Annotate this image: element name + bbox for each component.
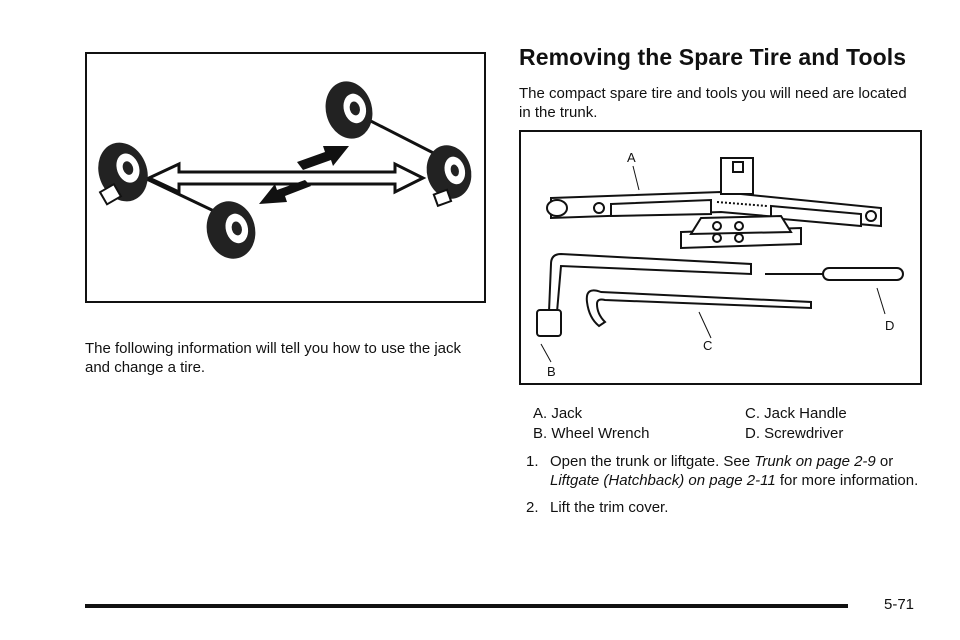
instruction-steps xyxy=(526,452,924,525)
legend-item-wheel-wrench: B. Wheel Wrench xyxy=(533,425,650,442)
forward-arrow-icon xyxy=(297,146,349,170)
label-b: B xyxy=(547,364,556,379)
legend-item-jack: A. Jack xyxy=(533,405,583,422)
step-text xyxy=(550,452,924,490)
footer-rule xyxy=(85,604,848,608)
jack-handle-icon xyxy=(587,290,811,326)
label-c: C xyxy=(703,338,713,353)
legend-item-jack-handle: C. Jack Handle xyxy=(745,405,847,422)
step-2 xyxy=(526,498,924,517)
intro-paragraph: The compact spare tire and tools you will need are located in the trunk. xyxy=(519,85,907,121)
step-number: 2. xyxy=(526,499,539,516)
trunk-page-link: Trunk on page 2-9 xyxy=(754,453,876,470)
label-a: A xyxy=(627,150,636,165)
tire-top-icon xyxy=(319,76,378,144)
step-1 xyxy=(526,452,924,490)
jack-tools-figure xyxy=(519,130,922,385)
page-number: 5-71 xyxy=(884,596,915,613)
step-text-part: for more information. xyxy=(775,472,919,489)
step-text: Lift the trim cover. xyxy=(550,499,669,516)
screwdriver-icon xyxy=(765,268,903,280)
label-d: D xyxy=(885,318,895,333)
tire-bottom-icon xyxy=(200,196,261,264)
tool-legend xyxy=(533,404,923,443)
step-text-part: Open the trunk or liftgate. See xyxy=(550,453,755,470)
tire-left-icon xyxy=(90,136,156,209)
step-text-part: or xyxy=(875,453,894,470)
jack-icon xyxy=(547,158,881,248)
step-number: 1. xyxy=(526,453,539,470)
section-heading: Removing the Spare Tire and Tools xyxy=(519,44,907,70)
tire-info-caption: The following information will tell you how to use the jack and change a tire. xyxy=(85,340,462,376)
legend-item-screwdriver: D. Screwdriver xyxy=(745,425,844,442)
tire-rotation-figure xyxy=(85,52,486,303)
liftgate-page-link: Liftgate (Hatchback) on page 2-11 xyxy=(550,472,776,489)
